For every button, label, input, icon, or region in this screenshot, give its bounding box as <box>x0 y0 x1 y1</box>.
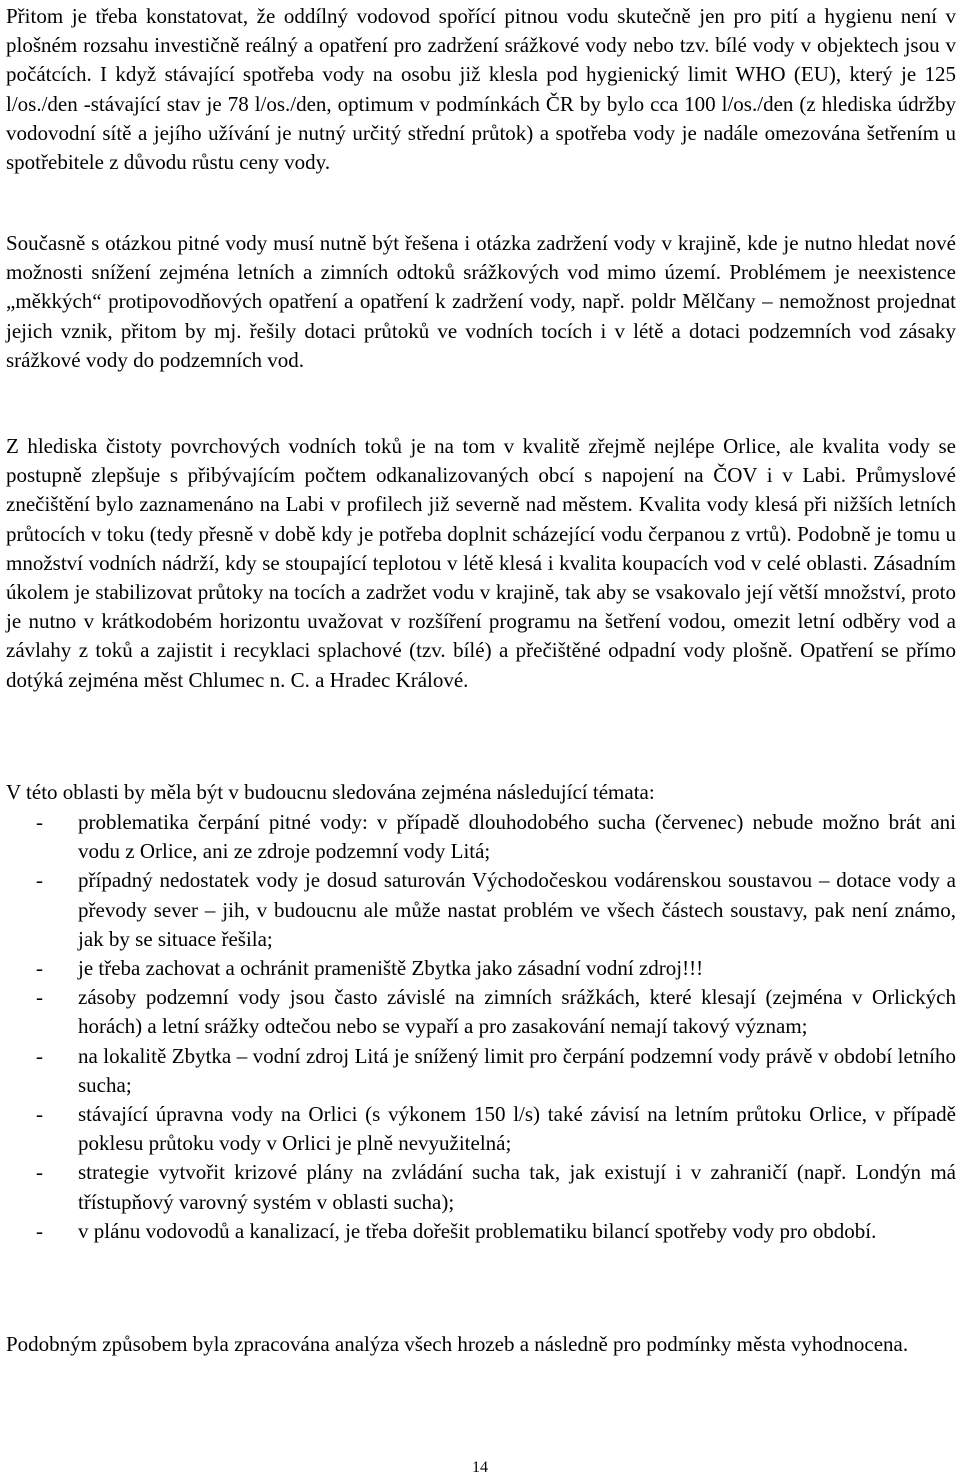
paragraph-surface-water-quality: Z hlediska čistoty povrchových vodních toků je na tom v kvalitě zřejmě nejlépe Orlice, ale kvalita vody se postupně zlepšuje s přibývajícím počtem odkanalizovaných obcí s napojení na ČOV i v Labi. Průmyslové znečištění bylo zaznamenáno na Labi v profilech již severně nad městem. Kvalita vody klesá při nižších letních průtocích v toku (tedy přesně v době kdy je potřeba doplnit scházející vodu čerpanou z vrtů). Podobně je tomu u množství vodních nádrží, kdy se stoupající teplotou v létě klesá i kvalita koupacích vod v celé oblasti. Zásadním úkolem je stabilizovat průtoky na tocích a zadržet vodu v krajině, tak aby se vsakovalo její větší množství, proto je nutno v krátkodobém horizontu uvažovat v rozšíření programu na šetření vodou, omezit letní odběry vod a závlahy z toků a zajistit i recyklaci splachové (tzv. bílé) a přečištěné odpadní vody plošně. Opatření se přímo dotýká zejména měst Chlumec n. C. a Hradec Králové. <box>6 434 956 692</box>
paragraph-water-retention: Současně s otázkou pitné vody musí nutně být řešena i otázka zadržení vody v krajině, kde je nutno hledat nové možnosti snížení zejména letních a zimních odtoků srážkových vod mimo území. Problémem je neexistence „měkkých“ protipovodňových opatření a opatření k zadržení vody, např. poldr Mělčany – nemožnost projednat jejich vznik, přitom by mj. řešily dotaci průtoků ve vodních tocích i v létě a dotaci podzemních vod zásaky srážkové vody do podzemních vod. <box>6 231 956 372</box>
bullet-marker: - <box>36 1218 43 1243</box>
list-item-text: strategie vytvořit krizové plány na zvládání sucha tak, jak existují i v zahraničí (např. Londýn má třístupňový varovný systém v oblasti sucha); <box>78 1160 956 1214</box>
list-item <box>6 1042 956 1100</box>
list-item <box>6 954 956 983</box>
bullet-marker: - <box>36 1160 43 1185</box>
list-item-text: je třeba zachovat a ochránit prameniště Zbytka jako zásadní vodní zdroj!!! <box>78 956 704 981</box>
bullet-marker: - <box>36 868 43 893</box>
list-item-text: na lokalitě Zbytka – vodní zdroj Litá je snížený limit pro čerpání podzemní vody právě v období letního sucha; <box>78 1043 956 1097</box>
bullet-marker: - <box>36 810 43 834</box>
list-item <box>6 1217 956 1246</box>
list-item <box>6 1158 956 1216</box>
paragraph-water-consumption: Přitom je třeba konstatovat, že oddílný vodovod spořící pitnou vodu skutečně jen pro pití a hygienu není v plošném rozsahu investičně reálný a opatření pro zadržení srážkové vody nebo tzv. bílé vody v objektech jsou v počátcích. I když stávající spotřeba vody na osobu již klesla pod hygienický limit WHO (EU), který je 125 l/os./den -stávající stav je 78 l/os./den, optimum v podmínkách ČR by bylo cca 100 l/os./den (z hlediska údržby vodovodní sítě a jejího užívání je nutný určitý střední průtok) a spotřeba vody je nadále omezována šetřením u spotřebitele z důvodu růstu ceny vody. <box>6 4 956 175</box>
bullet-marker: - <box>36 985 43 1010</box>
list-item-text: v plánu vodovodů a kanalizací, je třeba dořešit problematiku bilancí spotřeby vody pro období. <box>78 1218 877 1243</box>
list-item <box>6 1100 956 1158</box>
list-item-text: problematika čerpání pitné vody: v případě dlouhodobého sucha (červenec) nebude možno brát ani vodu z Orlice, ani ze zdroje podzemní vody Litá; <box>78 810 956 864</box>
list-item-text: případný nedostatek vody je dosud saturován Východočeskou vodárenskou soustavou – dotace vody a převody sever – jih, v budoucnu ale může nastat problém ve všech částech soustavy, pak není známo, jak by se situace řešila; <box>78 868 956 951</box>
paragraph-conclusion: Podobným způsobem byla zpracována analýza všech hrozeb a následně pro podmínky města vyhodnocena. <box>6 1332 909 1356</box>
list-item-text: zásoby podzemní vody jsou často závislé na zimních srážkách, které klesají (zejména v Orlických horách) a letní srážky odtečou nebo se vypaří a pro zasakování nemají takový význam; <box>78 985 956 1039</box>
list-item <box>6 808 956 866</box>
page-number: 14 <box>472 1459 488 1476</box>
bullet-marker: - <box>36 1043 43 1068</box>
bullet-marker: - <box>36 1102 43 1127</box>
bullet-marker: - <box>36 956 43 981</box>
topics-list <box>6 808 956 1246</box>
list-item <box>6 866 956 954</box>
list-item <box>6 983 956 1041</box>
list-item-text: stávající úpravna vody na Orlici (s výkonem 150 l/s) také závisí na letním průtoku Orlice, v případě poklesu průtoku vody v Orlici je plně nevyužitelná; <box>78 1102 956 1156</box>
paragraph-topics-intro: V této oblasti by měla být v budoucnu sledována zejména následující témata: <box>6 780 655 804</box>
